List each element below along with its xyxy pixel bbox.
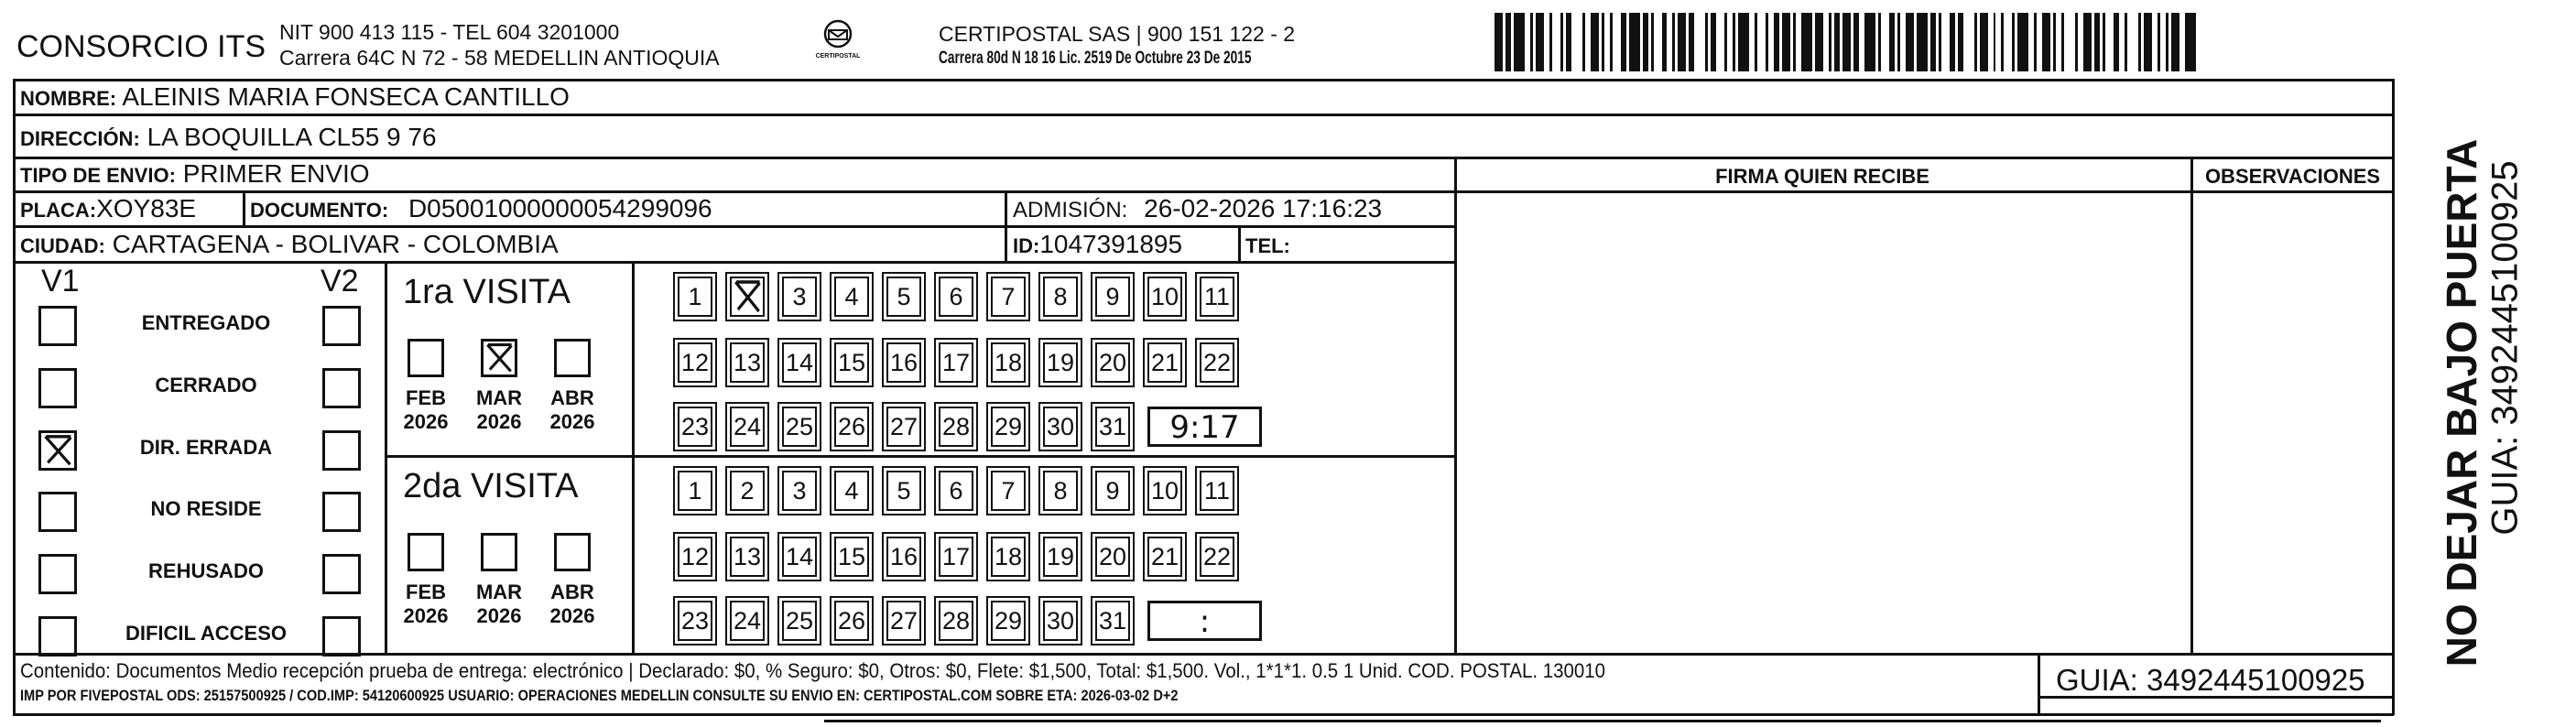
- second-day-10[interactable]: 10: [1147, 471, 1182, 511]
- sep-guia-footer: [2038, 653, 2040, 715]
- x-check-icon: [732, 278, 763, 315]
- v1-checkbox[interactable]: [38, 554, 77, 594]
- month-year: 2026: [549, 410, 595, 433]
- logo-text: CERTIPOSTAL: [815, 53, 861, 60]
- frame-right: [2392, 79, 2395, 715]
- first-day-24[interactable]: 24: [730, 407, 765, 447]
- barcode-bar: [2017, 13, 2028, 71]
- barcode-space: [1694, 13, 1705, 71]
- second-day-24[interactable]: 24: [730, 601, 765, 641]
- first-day-9[interactable]: 9: [1095, 277, 1130, 317]
- barcode-bar: [1514, 13, 1525, 71]
- second-month-checkbox[interactable]: [554, 533, 591, 571]
- status-label: NO RESIDE: [150, 497, 262, 520]
- row-line-3: [13, 190, 2394, 193]
- v2-label: V2: [321, 264, 359, 298]
- barcode-bar: [2042, 13, 2050, 71]
- barcode-space: [1716, 13, 1724, 71]
- second-day-2[interactable]: 2: [730, 471, 765, 511]
- second-day-14[interactable]: 14: [782, 537, 817, 577]
- first-month-label: [394, 386, 458, 434]
- second-day-31[interactable]: 31: [1095, 601, 1130, 641]
- sep-placa: [243, 190, 245, 226]
- bottom-rule: [824, 720, 2381, 722]
- barcode-bar: [1738, 13, 1749, 71]
- second-day-20[interactable]: 20: [1095, 537, 1130, 577]
- v2-checkbox[interactable]: [322, 492, 361, 532]
- second-day-28[interactable]: 28: [939, 601, 973, 641]
- barcode-bar: [1629, 13, 1640, 71]
- sep-visit: [385, 261, 387, 655]
- side-warning: NO DEJAR BAJO PUERTA: [2438, 138, 2485, 667]
- second-month-checkbox[interactable]: [481, 533, 517, 571]
- v1-checkbox[interactable]: [38, 492, 77, 532]
- carrier-address-text: Carrera 80d N 18 16 Lic. 2519 De Octubre 23 De 2015: [939, 49, 1252, 68]
- second-day-30[interactable]: 30: [1043, 601, 1078, 641]
- barcode-bar: [1591, 13, 1599, 71]
- month-name: MAR: [475, 386, 523, 409]
- frame-left: [13, 79, 16, 715]
- second-day-13[interactable]: 13: [730, 537, 765, 577]
- sep-obs: [2190, 157, 2193, 655]
- first-day-2[interactable]: [730, 277, 765, 317]
- barcode-space: [2127, 13, 2138, 71]
- barcode-space: [1941, 13, 1950, 71]
- ciudad-cell: [20, 232, 559, 257]
- footer-contenido: [20, 659, 1724, 683]
- company-address-text: Carrera 64C N 72 - 58 MEDELLIN ANTIOQUIA: [279, 46, 720, 70]
- certipostal-logo: [806, 18, 870, 64]
- contenido-text: Contenido: Documentos Medio recepción prueba de entrega: electrónico | Declarado: $0, % Seguro: $0, Otros: $0, Flete: $1,500, Total: $1,500. Vol., 1*1*1. 0.5 1 Unid. COD. POSTAL. 130010: [20, 659, 1606, 682]
- barcode-bar: [2083, 13, 2092, 71]
- company-name: CONSORCIO ITS: [16, 29, 266, 64]
- barcode-space: [1654, 13, 1662, 71]
- status-label: DIFICIL ACCESO: [125, 622, 287, 645]
- month-year: 2026: [403, 410, 449, 433]
- first-day-10[interactable]: 10: [1147, 277, 1182, 317]
- month-name: ABR: [550, 581, 594, 603]
- second-day-4[interactable]: 4: [834, 471, 869, 511]
- second-day-16[interactable]: 16: [886, 537, 921, 577]
- ciudad-label: CIUDAD:: [20, 234, 105, 257]
- second-day-15[interactable]: 15: [834, 537, 869, 577]
- second-day-6[interactable]: 6: [939, 471, 973, 511]
- nombre-label: NOMBRE:: [20, 87, 117, 110]
- first-day-6[interactable]: 6: [939, 277, 973, 317]
- first-day-29[interactable]: 29: [991, 407, 1026, 447]
- second-day-21[interactable]: 21: [1147, 537, 1182, 577]
- company-address: [279, 46, 720, 71]
- second-day-25[interactable]: 25: [782, 601, 817, 641]
- second-day-29[interactable]: 29: [991, 601, 1026, 641]
- second-day-7[interactable]: 7: [991, 471, 1026, 511]
- barcode-space: [1757, 13, 1766, 71]
- barcode-bar: [1782, 13, 1790, 71]
- v2-checkbox[interactable]: [322, 368, 361, 408]
- first-day-3[interactable]: 3: [782, 277, 817, 317]
- footer-imp: [20, 687, 1366, 705]
- second-day-9[interactable]: 9: [1095, 471, 1130, 511]
- barcode-bar: [1678, 13, 1686, 71]
- admision-cell: [1013, 196, 1382, 222]
- first-day-8[interactable]: 8: [1043, 277, 1078, 317]
- second-day-18[interactable]: 18: [991, 537, 1026, 577]
- status-label: ENTREGADO: [141, 311, 271, 334]
- barcode: [1495, 13, 2200, 71]
- first-day-16[interactable]: 16: [886, 342, 921, 383]
- barcode-space: [2196, 13, 2199, 71]
- v2-checkbox[interactable]: [322, 554, 361, 594]
- barcode-bar: [1495, 13, 1503, 71]
- first-day-25[interactable]: 25: [782, 407, 817, 447]
- second-day-5[interactable]: 5: [886, 471, 921, 511]
- barcode-bar: [1815, 13, 1823, 71]
- first-time-field[interactable]: 9:17: [1147, 407, 1262, 447]
- barcode-bar: [1864, 13, 1875, 71]
- barcode-bar: [1917, 13, 1928, 71]
- first-day-31[interactable]: 31: [1095, 407, 1130, 447]
- barcode-bar: [1906, 13, 1914, 71]
- first-day-27[interactable]: 27: [886, 407, 921, 447]
- first-day-5[interactable]: 5: [886, 277, 921, 317]
- sep-tel: [1238, 225, 1241, 262]
- month-year: 2026: [549, 604, 595, 627]
- nit-text: NIT 900 413 115 - TEL 604 3201000: [279, 20, 620, 44]
- side-guia: GUIA: 3492445100925: [2484, 160, 2526, 536]
- first-day-19[interactable]: 19: [1043, 342, 1078, 383]
- barcode-space: [2064, 13, 2075, 71]
- frame-top: [13, 79, 2394, 81]
- first-day-21[interactable]: 21: [1147, 342, 1182, 383]
- v1-checkbox[interactable]: [38, 368, 77, 408]
- documento-label: DOCUMENTO:: [250, 199, 389, 222]
- v2-checkbox[interactable]: [322, 430, 361, 471]
- second-day-12[interactable]: 12: [678, 537, 712, 577]
- barcode-bar: [1801, 13, 1812, 71]
- id-label: ID:: [1013, 234, 1040, 257]
- second-time-field[interactable]: :: [1147, 601, 1262, 641]
- first-day-22[interactable]: 22: [1200, 342, 1234, 383]
- x-check-icon: [41, 433, 74, 468]
- status-label: REHUSADO: [148, 559, 264, 582]
- barcode-bar: [2144, 13, 2152, 71]
- barcode-bar: [1536, 13, 1544, 71]
- status-label: DIR. ERRADA: [139, 436, 273, 459]
- tipo-label: TIPO DE ENVIO:: [20, 164, 176, 187]
- second-day-26[interactable]: 26: [834, 601, 869, 641]
- second-day-17[interactable]: 17: [939, 537, 973, 577]
- first-day-28[interactable]: 28: [939, 407, 973, 447]
- row-line-2: [13, 157, 2394, 159]
- nombre-value: ALEINIS MARIA FONSECA CANTILLO: [122, 82, 570, 111]
- placa-cell: [20, 196, 196, 222]
- v1-label: V1: [41, 264, 80, 298]
- second-day-22[interactable]: 22: [1200, 537, 1234, 577]
- barcode-bar: [1842, 13, 1851, 71]
- id-value: 1047391895: [1039, 230, 1183, 258]
- second-day-3[interactable]: 3: [782, 471, 817, 511]
- barcode-space: [2105, 13, 2114, 71]
- row-line-6: [13, 653, 2394, 656]
- admision-value: 26-02-2026 17:16:23: [1144, 194, 1383, 222]
- first-day-12[interactable]: 12: [678, 342, 712, 383]
- month-year: 2026: [403, 604, 449, 627]
- first-day-20[interactable]: 20: [1095, 342, 1130, 383]
- first-day-7[interactable]: 7: [991, 277, 1026, 317]
- v2-checkbox[interactable]: [322, 306, 361, 346]
- first-visit-label: 1ra VISITA: [403, 273, 571, 311]
- barcode-bar: [2171, 13, 2179, 71]
- month-name: ABR: [550, 386, 594, 409]
- carrier-address: [939, 49, 1373, 69]
- month-year: 2026: [476, 604, 522, 627]
- second-day-8[interactable]: 8: [1043, 471, 1078, 511]
- first-day-11[interactable]: 11: [1200, 277, 1234, 317]
- direccion-label: DIRECCIÓN:: [20, 127, 140, 150]
- imp-text: IMP POR FIVEPOSTAL ODS: 25157500925 / COD.IMP: 54120600925 USUARIO: OPERACIONES MEDELLIN CONSULTE SU ENVIO EN: CERTIPOSTAL.COM SOBRE ETA: 2026-03-02 D+2: [20, 687, 1179, 704]
- first-day-13[interactable]: 13: [730, 342, 765, 383]
- second-day-1[interactable]: 1: [678, 471, 712, 511]
- barcode-bar: [1980, 13, 1988, 71]
- second-month-checkbox[interactable]: [408, 533, 444, 571]
- first-month-label: [540, 386, 604, 434]
- second-day-23[interactable]: 23: [678, 601, 712, 641]
- placa-label: PLACA:: [20, 199, 97, 222]
- first-month-checkbox[interactable]: [554, 339, 591, 377]
- sep-admision: [1005, 190, 1007, 262]
- sep-days: [632, 261, 635, 655]
- second-month-label: [467, 581, 531, 628]
- placa-value: XOY83E: [96, 194, 197, 222]
- footer-guia: GUIA: 3492445100925: [2056, 663, 2365, 697]
- second-day-19[interactable]: 19: [1043, 537, 1078, 577]
- nombre-row: [20, 84, 570, 110]
- firma-label: FIRMA QUIEN RECIBE: [1715, 165, 1929, 188]
- second-month-label: [540, 581, 604, 628]
- month-name: FEB: [406, 386, 446, 409]
- frame-bottom: [13, 713, 2394, 716]
- sep-firma: [1454, 157, 1457, 655]
- observaciones-label: OBSERVACIONES: [2204, 165, 2381, 188]
- first-month-checkbox[interactable]: [408, 339, 444, 377]
- tel-cell: [1245, 232, 1290, 257]
- first-month-label: [467, 386, 531, 434]
- first-month-checkbox[interactable]: [481, 339, 517, 377]
- month-year: 2026: [476, 410, 522, 433]
- barcode-bar: [2185, 13, 2196, 71]
- x-check-icon: [484, 342, 515, 374]
- id-cell: [1013, 232, 1182, 257]
- documento-value: D05001000000054299096: [408, 194, 712, 222]
- barcode-space: [1552, 13, 1560, 71]
- direccion-row: [20, 125, 437, 150]
- first-day-1[interactable]: 1: [678, 277, 712, 317]
- tipo-row: [20, 161, 370, 187]
- first-day-17[interactable]: 17: [939, 342, 973, 383]
- tipo-value: PRIMER ENVIO: [182, 159, 370, 188]
- ciudad-value: CARTAGENA - BOLIVAR - COLOMBIA: [112, 230, 559, 258]
- first-day-4[interactable]: 4: [834, 277, 869, 317]
- second-day-11[interactable]: 11: [1200, 471, 1234, 511]
- first-day-30[interactable]: 30: [1043, 407, 1078, 447]
- second-visit-label: 2da VISITA: [403, 467, 579, 505]
- v2-checkbox[interactable]: [322, 616, 361, 656]
- admision-label: ADMISIÓN:: [1013, 198, 1128, 222]
- month-name: MAR: [475, 581, 523, 603]
- first-day-14[interactable]: 14: [782, 342, 817, 383]
- direccion-value: LA BOQUILLA CL55 9 76: [147, 123, 437, 151]
- barcode-space: [1613, 13, 1621, 71]
- first-day-15[interactable]: 15: [834, 342, 869, 383]
- second-month-label: [394, 581, 458, 628]
- tel-label: TEL:: [1245, 234, 1290, 257]
- barcode-space: [1881, 13, 1889, 71]
- v1-checkbox[interactable]: [38, 430, 77, 471]
- visit-divider: [385, 455, 1456, 458]
- documento-cell: [250, 196, 712, 222]
- second-day-27[interactable]: 27: [886, 601, 921, 641]
- v1-checkbox[interactable]: [38, 306, 77, 346]
- first-day-18[interactable]: 18: [991, 342, 1026, 383]
- v1-checkbox[interactable]: [38, 616, 77, 656]
- barcode-space: [1571, 13, 1582, 71]
- carrier-line: CERTIPOSTAL SAS | 900 151 122 - 2: [939, 22, 1296, 46]
- first-day-23[interactable]: 23: [678, 407, 712, 447]
- barcode-space: [2004, 13, 2012, 71]
- row-line-1: [13, 114, 2394, 116]
- nit-line: [279, 20, 619, 45]
- barcode-space: [1963, 13, 1974, 71]
- first-day-26[interactable]: 26: [834, 407, 869, 447]
- month-name: FEB: [406, 581, 446, 603]
- status-label: CERRADO: [155, 374, 257, 396]
